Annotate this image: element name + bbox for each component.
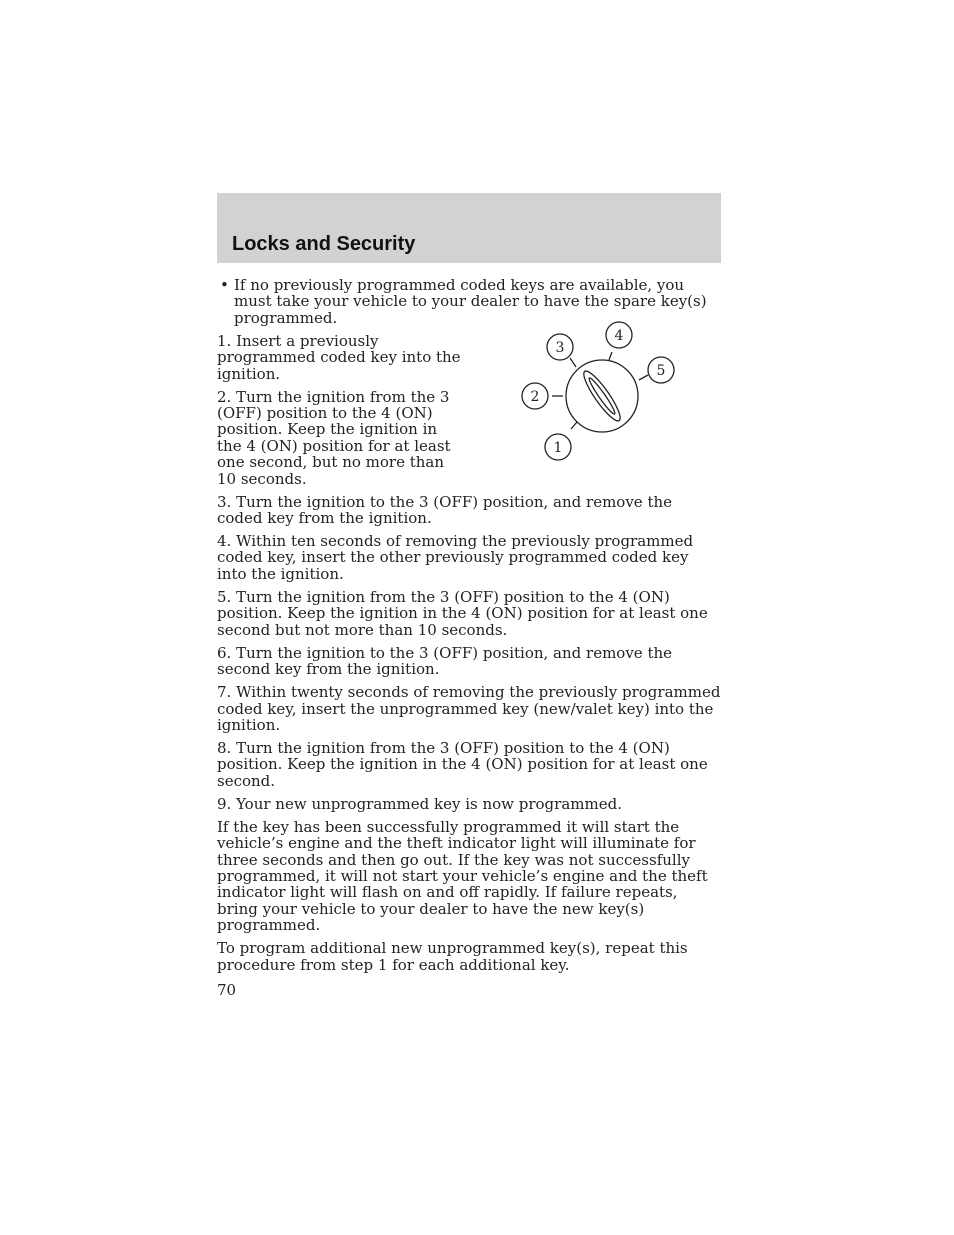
step-9: 9. Your new unprogrammed key is now programmed.	[217, 794, 622, 813]
step-1: 1. Insert a previously programmed coded key into the ignition.	[217, 331, 461, 383]
tick-4	[609, 352, 612, 360]
bullet-text: If no previously programmed coded keys are available, you must take your vehicle to your dealer to have the spare key(s) programmed.	[234, 276, 707, 327]
ignition-diagram	[515, 318, 685, 468]
step-8: 8. Turn the ignition from the 3 (OFF) position to the 4 (ON) position. Keep the ignition in the 4 (ON) position for at least one second.	[217, 738, 708, 790]
position-3-label: 3	[555, 340, 565, 356]
bullet-dot: •	[220, 276, 229, 294]
position-5-label: 5	[656, 363, 666, 379]
step-5: 5. Turn the ignition from the 3 (OFF) position to the 4 (ON) position. Keep the ignition in the 4 (ON) position for at least one second but not more than 10 seconds.	[217, 587, 708, 639]
section-header	[217, 193, 721, 263]
result-paragraph: If the key has been successfully programmed it will start the vehicle’s engine and the theft indicator light will illuminate for three seconds and then go out. If the key was not successfully programmed, it will not start your vehicle’s engine and the theft indicator light will flash on and off rapidly. If failure repeats, bring your vehicle to your dealer to have the new key(s) programmed.	[217, 817, 708, 935]
additional-keys-paragraph: To program additional new unprogrammed key(s), repeat this procedure from step 1 for each additional key.	[217, 939, 688, 974]
step-4: 4. Within ten seconds of removing the previously programmed coded key, insert the other previously programmed coded key into the ignition.	[217, 532, 694, 583]
position-4-label: 4	[614, 328, 624, 344]
step-6: 6. Turn the ignition to the 3 (OFF) position, and remove the second key from the ignition.	[217, 643, 673, 679]
tick-5	[639, 375, 648, 380]
tick-1	[571, 422, 577, 429]
key-slot-inner	[587, 376, 617, 415]
position-1-label: 1	[553, 440, 563, 456]
tick-3	[570, 358, 576, 367]
step-7: 7. Within twenty seconds of removing the previously programmed coded key, insert the unprogrammed key (new/valet key) into the ignition.	[217, 683, 721, 734]
page-number: 70	[217, 981, 237, 999]
step-2: 2. Turn the ignition from the 3 (OFF) position to the 4 (ON) position. Keep the ignition in the 4 (ON) position for at least one second, but no more than 10 seconds.	[217, 387, 451, 488]
step-3: 3. Turn the ignition to the 3 (OFF) position, and remove the coded key from the ignition.	[217, 492, 673, 528]
key-slot	[579, 367, 625, 424]
ignition-cylinder	[566, 360, 638, 432]
section-title: Locks and Security	[232, 233, 416, 255]
position-2-label: 2	[530, 389, 540, 405]
